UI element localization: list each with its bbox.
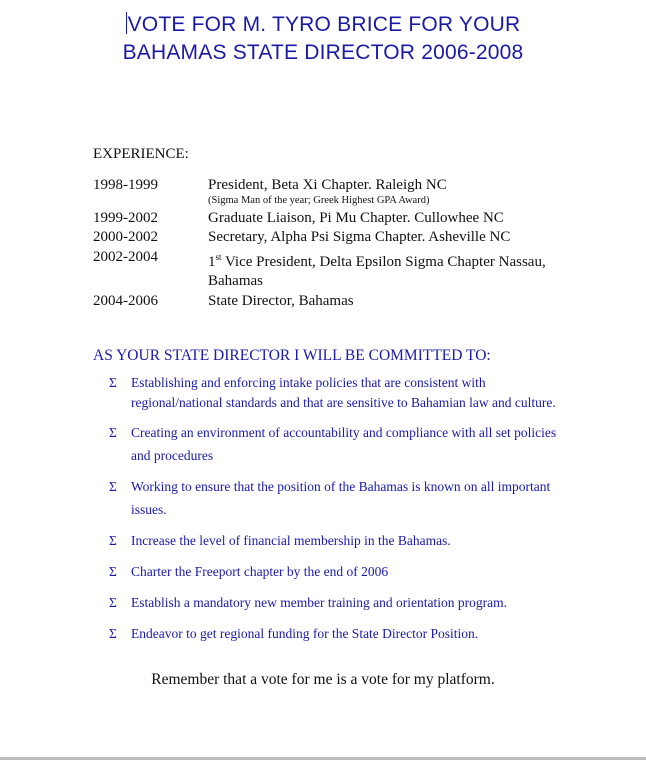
commitments-heading: AS YOUR STATE DIRECTOR I WILL BE COMMITTED TO:: [93, 347, 491, 364]
sigma-bullet-icon: [109, 373, 131, 413]
commitments-list: [109, 373, 569, 653]
list-item-text: Creating an environment of accountability and compliance with all set policies and procedures: [131, 425, 557, 463]
list-item-text: Establishing and enforcing intake policies that are consistent with regional/national standards and that are sensitive to Bahamian law and culture.: [131, 375, 556, 410]
sigma-bullet-icon: [109, 529, 131, 552]
experience-years: 2004-2006: [93, 292, 158, 309]
list-item: [109, 622, 569, 645]
experience-role: Graduate Liaison, Pi Mu Chapter. Cullowhee NC: [208, 209, 504, 226]
sigma-bullet-icon: [109, 475, 131, 521]
list-item: [109, 529, 569, 552]
list-item-text: Establish a mandatory new member training and orientation program.: [131, 595, 508, 610]
list-item-text: Increase the level of financial membership in the Bahamas.: [131, 533, 451, 548]
experience-role: State Director, Bahamas: [208, 292, 354, 309]
experience-years: 2002-2004: [93, 248, 158, 265]
list-item-text: Charter the Freeport chapter by the end of 2006: [131, 564, 389, 579]
list-item: [109, 421, 569, 467]
experience-list: [93, 176, 568, 311]
experience-row: [93, 228, 568, 248]
list-item: [109, 475, 569, 521]
list-item: [109, 591, 569, 614]
experience-heading: EXPERIENCE:: [93, 146, 189, 162]
closing-statement: Remember that a vote for me is a vote for my platform.: [151, 671, 495, 688]
experience-years: 1999-2002: [93, 209, 158, 226]
title-line-2: BAHAMAS STATE DIRECTOR 2006-2008: [122, 41, 524, 64]
sigma-bullet-icon: [109, 622, 131, 645]
experience-row: [93, 292, 568, 312]
experience-years: 1998-1999: [93, 177, 158, 193]
experience-role: Secretary, Alpha Psi Sigma Chapter. Asheville NC: [208, 229, 511, 245]
text-cursor: [126, 12, 127, 34]
experience-note: (Sigma Man of the year; Greek Highest GPA Award): [208, 194, 430, 206]
sigma-bullet-icon: [109, 421, 131, 467]
title-line-1: VOTE FOR M. TYRO BRICE FOR YOUR: [127, 13, 521, 36]
list-item-text: Endeavor to get regional funding for the State Director Position.: [131, 626, 479, 641]
page-title: [0, 11, 646, 67]
experience-years: 2000-2002: [93, 229, 158, 245]
experience-row: [93, 209, 568, 229]
sigma-bullet-icon: [109, 591, 131, 614]
sigma-bullet-icon: [109, 560, 131, 583]
list-item: [109, 560, 569, 583]
list-item: [109, 373, 569, 413]
list-item-text: Working to ensure that the position of the Bahamas is known on all important issues.: [131, 479, 551, 517]
experience-role: President, Beta Xi Chapter. Raleigh NC (Sigma Man of the year; Greek Highest GPA Award): [208, 176, 568, 209]
experience-role: 1st Vice President, Delta Epsilon Sigma Chapter Nassau, Bahamas: [208, 251, 546, 289]
experience-row: [93, 248, 568, 292]
experience-row: [93, 176, 568, 209]
